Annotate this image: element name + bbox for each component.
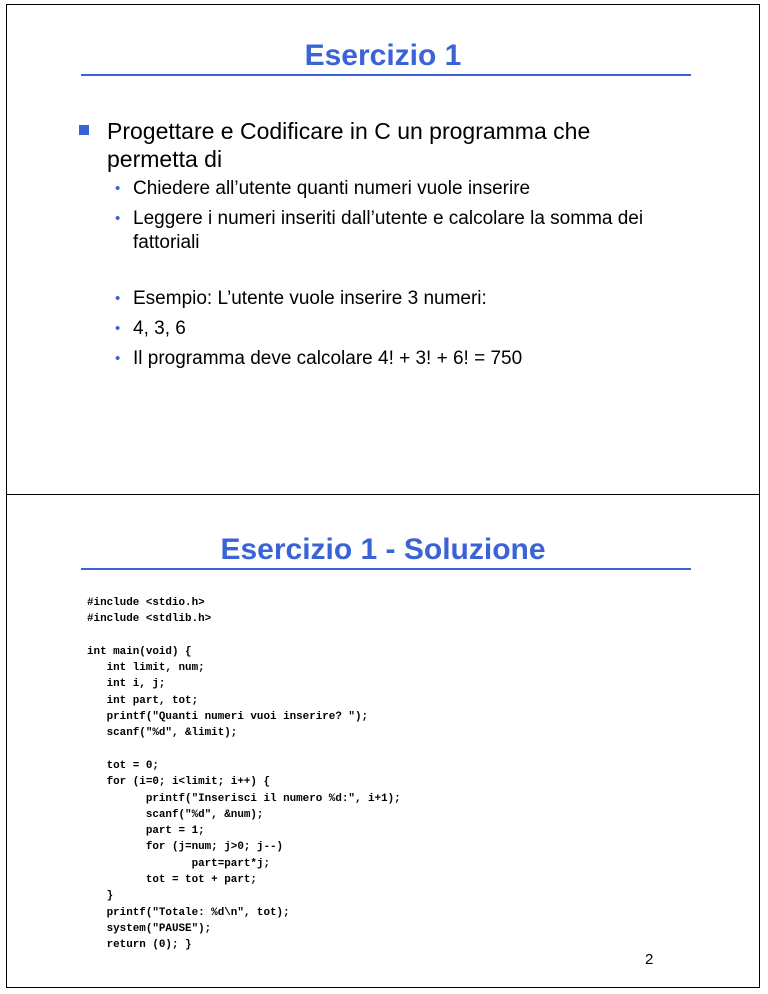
slide-2 bbox=[6, 494, 760, 988]
list-item: • Esempio: L’utente vuole inserire 3 numeri: bbox=[115, 288, 487, 309]
dot-bullet-icon: • bbox=[115, 290, 121, 307]
title-underline bbox=[81, 74, 691, 76]
list-item: • Leggere i numeri inseriti dall’utente e calcolare la somma dei fattoriali bbox=[115, 208, 644, 253]
sub-bullet-list-a bbox=[115, 177, 675, 261]
sub-bullet-list-b bbox=[115, 287, 675, 377]
slide-2-title: Esercizio 1 - Soluzione bbox=[220, 533, 546, 566]
list-item: • Chiedere all’utente quanti numeri vuole inserire bbox=[115, 178, 531, 199]
title-underline bbox=[81, 568, 691, 570]
dot-bullet-icon: • bbox=[115, 180, 121, 197]
square-bullet-icon bbox=[79, 125, 89, 135]
slide-1 bbox=[6, 4, 760, 495]
dot-bullet-icon: • bbox=[115, 350, 121, 367]
list-item: • 4, 3, 6 bbox=[115, 318, 186, 339]
dot-bullet-icon: • bbox=[115, 210, 121, 227]
slide-1-title: Esercizio 1 bbox=[304, 39, 462, 72]
code-block: #include <stdio.h> #include <stdlib.h> int main(void) { int limit, num; int i, j; int part, tot; printf("Quanti numeri vuoi inserire? "); scanf("%d", &limit); tot = 0; for (i=0; i<limit; i++) { printf("Inserisci il numero %d:", i+1); scanf("%d", &num); part = 1; for (j=num; j>0; j--) part=part*j; tot = tot + part; } printf("Totale: %d\n", tot); system("PAUSE"); return (0); } bbox=[87, 597, 401, 952]
main-bullet-text: Progettare e Codificare in C un programma che permetta di bbox=[107, 118, 591, 172]
page-number: 2 bbox=[645, 951, 654, 968]
list-item: • Il programma deve calcolare 4! + 3! + 6! = 750 bbox=[115, 348, 523, 369]
main-bullet bbox=[79, 117, 679, 173]
dot-bullet-icon: • bbox=[115, 320, 121, 337]
